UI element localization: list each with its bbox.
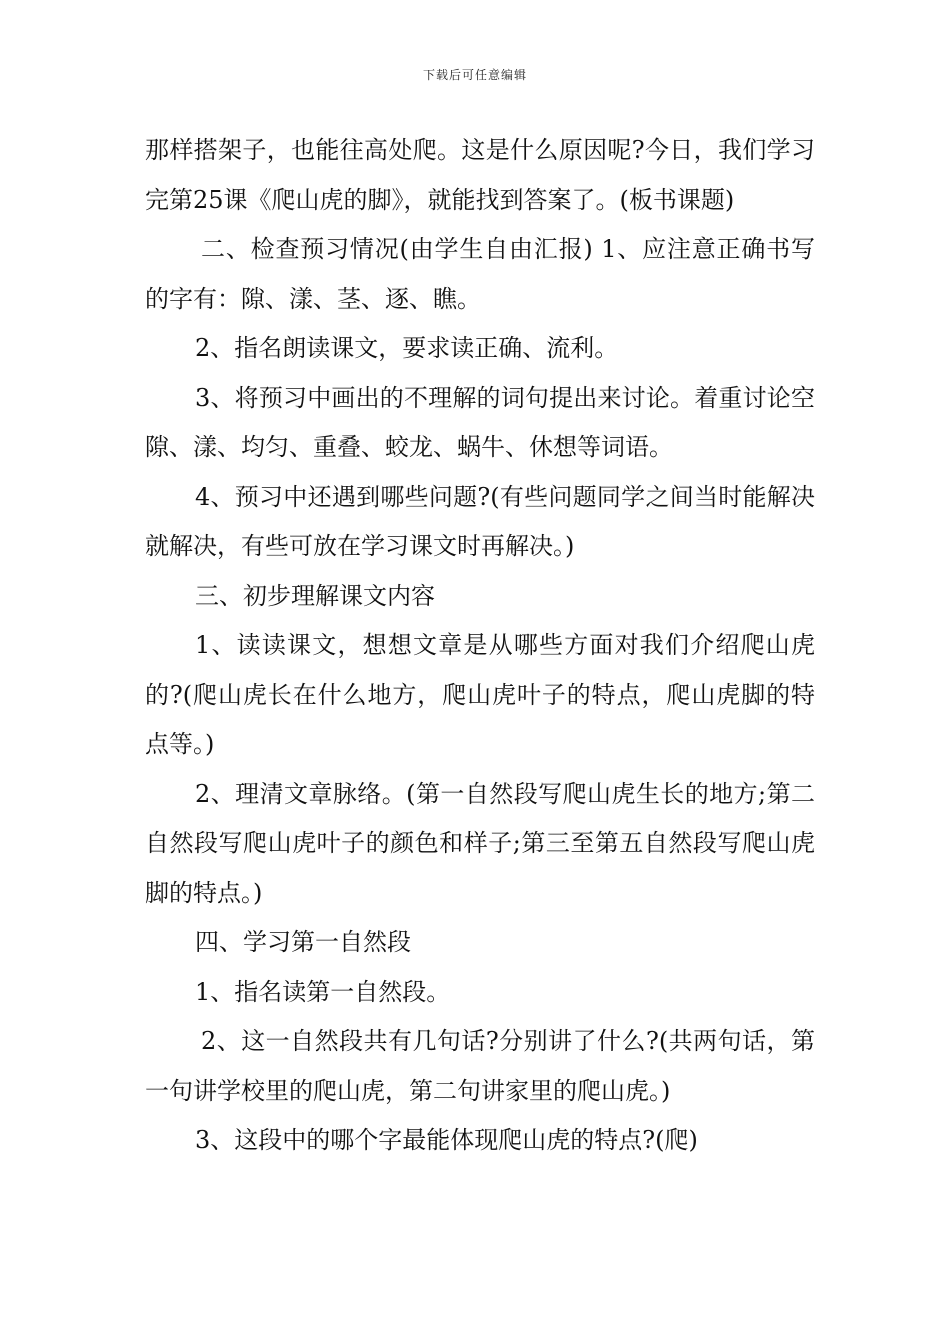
paragraph-item-2: 2、指名朗读课文，要求读正确、流利。 bbox=[195, 334, 619, 362]
document-body bbox=[145, 126, 815, 1166]
paragraph-section-three-item-2: 2、理清文章脉络。(第一自然段写爬山虎生长的地方;第二自然段写爬山虎叶子的颜色和样子;第三至第五自然段写爬山虎脚的特点。) bbox=[145, 779, 815, 907]
paragraph-section-three-heading: 三、初步理解课文内容 bbox=[195, 581, 435, 610]
paragraph-section-four-item-2: 2、这一自然段共有几句话?分别讲了什么?(共两句话，第一句讲学校里的爬山虎，第二句讲家里的爬山虎。) bbox=[145, 1027, 815, 1105]
paragraph-section-four-heading: 四、学习第一自然段 bbox=[195, 928, 411, 956]
paragraph-section-three-item-1: 1、读读课文，想想文章是从哪些方面对我们介绍爬山虎的?(爬山虎长在什么地方，爬山虎叶子的特点，爬山虎脚的特点等。) bbox=[145, 631, 815, 758]
paragraph-item-4: 4、预习中还遇到哪些问题?(有些问题同学之间当时能解决就解决，有些可放在学习课文时再解决。) bbox=[145, 482, 815, 560]
page-header-note: 下载后可任意编辑 bbox=[422, 68, 527, 82]
paragraph-item-3: 3、将预习中画出的不理解的词句提出来讨论。着重讨论空隙、漾、均匀、重叠、蛟龙、蜗牛、休想等词语。 bbox=[145, 383, 815, 461]
paragraph-section-four-item-3: 3、这段中的哪个字最能体现爬山虎的特点?(爬) bbox=[195, 1126, 698, 1154]
paragraph-section-four-item-1: 1、指名读第一自然段。 bbox=[195, 977, 451, 1006]
paragraph-section-two-heading: 二、检查预习情况(由学生自由汇报) 1、应注意正确书写的字有：隙、漾、茎、逐、瞧。 bbox=[145, 235, 815, 313]
paragraph-intro-continuation: 那样搭架子，也能往高处爬。这是什么原因呢?今日，我们学习完第25课《爬山虎的脚》，就能找到答案了。(板书课题) bbox=[145, 136, 815, 214]
